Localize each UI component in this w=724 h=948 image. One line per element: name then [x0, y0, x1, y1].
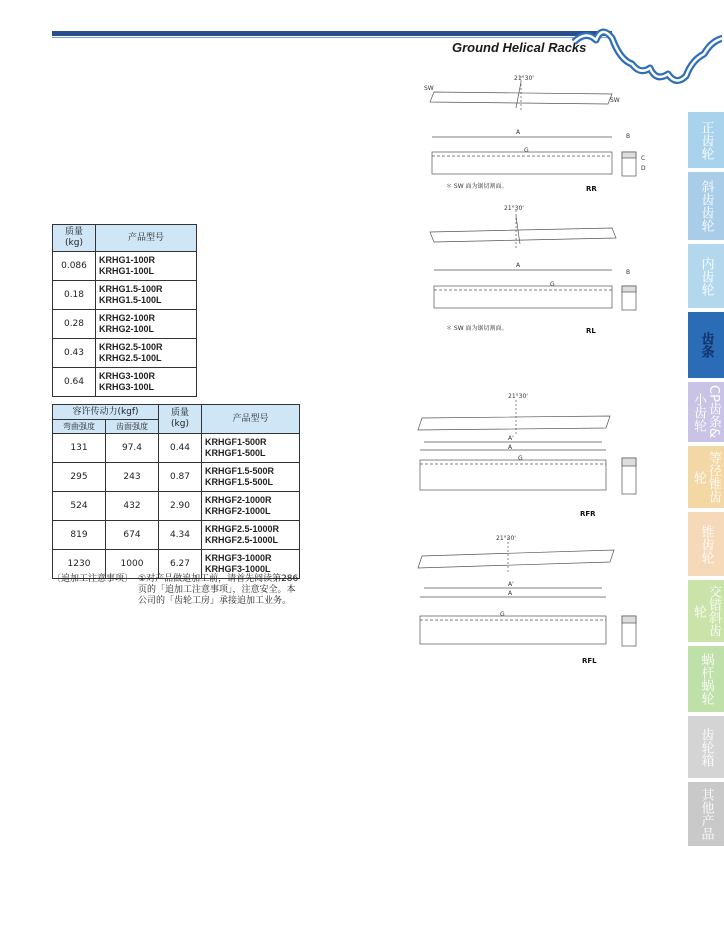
table-row — [53, 310, 197, 339]
model-cell — [96, 310, 197, 339]
rr-side-view — [432, 129, 646, 193]
rfr-top-view — [418, 393, 610, 436]
dim-a2-label: A' — [508, 435, 514, 442]
rfl-top-view — [418, 535, 614, 574]
sidebar-tab-label: 内齿轮 — [698, 256, 714, 296]
model-cell — [202, 463, 300, 492]
rack-drawings — [404, 60, 674, 680]
surface-cell: 432 — [106, 492, 159, 521]
mass-cell: 0.086 — [53, 252, 96, 281]
bending-cell: 819 — [53, 521, 106, 550]
mass-cell: 0.87 — [159, 463, 202, 492]
table-header-row — [53, 405, 300, 420]
model-cell — [202, 492, 300, 521]
sidebar-tab-label: 锥齿轮 — [698, 524, 714, 564]
model-l: KRHGF1.5-500L — [205, 477, 274, 487]
sidebar-tab[interactable] — [688, 312, 724, 378]
sidebar-tab[interactable] — [688, 382, 724, 442]
surface-cell: 243 — [106, 463, 159, 492]
sidebar-tab-label: 斜齿齿轮 — [698, 180, 714, 232]
dim-b-label: B — [626, 269, 631, 276]
rl-top-view — [430, 205, 616, 248]
model-l: KRHG1.5-100L — [99, 295, 162, 305]
mass-cell: 0.28 — [53, 310, 96, 339]
model-l: KRHGF1-500L — [205, 448, 266, 458]
dim-g-label: G — [500, 611, 505, 618]
table-row — [53, 281, 197, 310]
mass-cell: 2.90 — [159, 492, 202, 521]
mass-cell: 0.44 — [159, 434, 202, 463]
sidebar-tab-label: 齿轮箱 — [698, 727, 714, 767]
mass-cell: 4.34 — [159, 521, 202, 550]
model-cell — [202, 434, 300, 463]
rl-label: RL — [586, 327, 596, 335]
surface-header: 齿面强度 — [106, 420, 159, 434]
table-row — [53, 463, 300, 492]
model-cell — [96, 252, 197, 281]
model-cell — [202, 521, 300, 550]
mass-cell: 0.43 — [53, 339, 96, 368]
model-l: KRHGF2.5-1000L — [205, 535, 279, 545]
power-header: 容许传动力(kgf) — [53, 405, 159, 420]
sw-label: SW — [424, 85, 434, 92]
sidebar-tab-label: 等径锥齿轮 — [691, 451, 721, 503]
note-text: ①对产品做追加工前，请首先阅读第286页的「追加工注意事项」，注意安全。本公司的「齿轮工房」承接追加工业务。 — [138, 574, 299, 606]
model-r: KRHGF2-1000R — [205, 495, 272, 505]
dim-c-label: C — [641, 155, 646, 162]
rfr-label: RFR — [580, 510, 596, 518]
table-row — [53, 339, 197, 368]
model-l: KRHG2.5-100L — [99, 353, 162, 363]
model-cell — [96, 281, 197, 310]
bending-header: 弯曲强度 — [53, 420, 106, 434]
model-r: KRHG1-100R — [99, 255, 156, 265]
page-title: Ground Helical Racks — [452, 40, 587, 55]
sidebar-tab-label: 其他产品 — [698, 788, 714, 840]
dim-a-label: A — [508, 444, 513, 451]
bending-cell: 295 — [53, 463, 106, 492]
table-row — [53, 521, 300, 550]
model-r: KRHG1.5-100R — [99, 284, 163, 294]
model-l: KRHG1-100L — [99, 266, 155, 276]
surface-cell: 674 — [106, 521, 159, 550]
mass-cell: 0.64 — [53, 368, 96, 397]
sidebar-tab-label: 正齿轮 — [698, 120, 714, 160]
model-r: KRHGF1.5-500R — [205, 466, 275, 476]
dim-d-label: D — [641, 165, 646, 172]
model-r: KRHGF3-1000R — [205, 553, 272, 563]
table-row — [53, 368, 197, 397]
rr-top-view — [424, 75, 620, 112]
bending-cell: 1230 — [53, 550, 106, 579]
rfl-side-view — [420, 581, 636, 665]
model-r: KRHG2-100R — [99, 313, 156, 323]
sidebar-tab-label: 蜗杆蜗轮 — [698, 653, 714, 705]
note-label: 〔追加工注意事项〕 — [52, 574, 134, 584]
angle-label: 21°30' — [514, 75, 534, 82]
model-cell — [96, 339, 197, 368]
model-l: KRHG3-100L — [99, 382, 155, 392]
model-header: 产品型号 — [202, 405, 300, 434]
model-r: KRHGF1-500R — [205, 437, 267, 447]
sidebar-tab[interactable] — [688, 244, 724, 308]
sidebar-tab-label: 齿条 — [698, 332, 714, 358]
sidebar-tab[interactable] — [688, 512, 724, 576]
rfr-side-view — [420, 435, 636, 518]
dim-a-label: A — [516, 262, 521, 269]
mass-header: 质量 (kg) — [53, 225, 96, 252]
model-l: KRHG2-100L — [99, 324, 155, 334]
surface-cell: 1000 — [106, 550, 159, 579]
rl-side-view — [434, 262, 636, 335]
table-header-row — [53, 225, 197, 252]
model-cell — [96, 368, 197, 397]
surface-cell: 97.4 — [106, 434, 159, 463]
mass-cell: 0.18 — [53, 281, 96, 310]
rr-label: RR — [586, 185, 597, 193]
sidebar-tab[interactable] — [688, 646, 724, 712]
sidebar-tab[interactable] — [688, 580, 724, 642]
model-r: KRHGF2.5-1000R — [205, 524, 280, 534]
rack-table-fixed — [52, 404, 300, 579]
sidebar-tab[interactable] — [688, 172, 724, 240]
sidebar-tab[interactable] — [688, 716, 724, 778]
model-header: 产品型号 — [96, 225, 197, 252]
rl-note: ＊ SW 面为锯切割面。 — [446, 325, 508, 332]
dim-b-label: B — [626, 133, 631, 140]
sidebar-tab-label: 交错斜齿轮 — [691, 585, 721, 637]
bending-cell: 524 — [53, 492, 106, 521]
sidebar-tab[interactable] — [688, 446, 724, 508]
model-l: KRHGF2-1000L — [205, 506, 271, 516]
sw-label: SW — [610, 97, 620, 104]
angle-label: 21°30' — [496, 535, 516, 542]
rack-table-100 — [52, 224, 197, 397]
sidebar-tab-label: CP齿条&小齿轮 — [691, 385, 721, 439]
mass-header: 质量 (kg) — [159, 405, 202, 434]
model-r: KRHG2.5-100R — [99, 342, 163, 352]
rfl-label: RFL — [582, 657, 597, 665]
header-rule — [52, 31, 612, 36]
dim-g-label: G — [518, 455, 523, 462]
table-row — [53, 434, 300, 463]
dim-a2-label: A' — [508, 581, 514, 588]
dim-g-label: G — [550, 281, 555, 288]
angle-label: 21°30' — [504, 205, 524, 212]
rr-note: ＊ SW 面为锯切割面。 — [446, 183, 508, 190]
mass-cell: 6.27 — [159, 550, 202, 579]
model-r: KRHG3-100R — [99, 371, 156, 381]
dim-a-label: A — [516, 129, 521, 136]
bending-cell: 131 — [53, 434, 106, 463]
dim-a-label: A — [508, 590, 513, 597]
dim-g-label: G — [524, 147, 529, 154]
sidebar-tab[interactable] — [688, 112, 724, 168]
model-l: KRHGF3-1000L — [205, 564, 271, 574]
angle-label: 21°30' — [508, 393, 528, 400]
table-row — [53, 492, 300, 521]
header-rule-thin — [52, 37, 612, 38]
sidebar-tab[interactable] — [688, 782, 724, 846]
table-row — [53, 252, 197, 281]
